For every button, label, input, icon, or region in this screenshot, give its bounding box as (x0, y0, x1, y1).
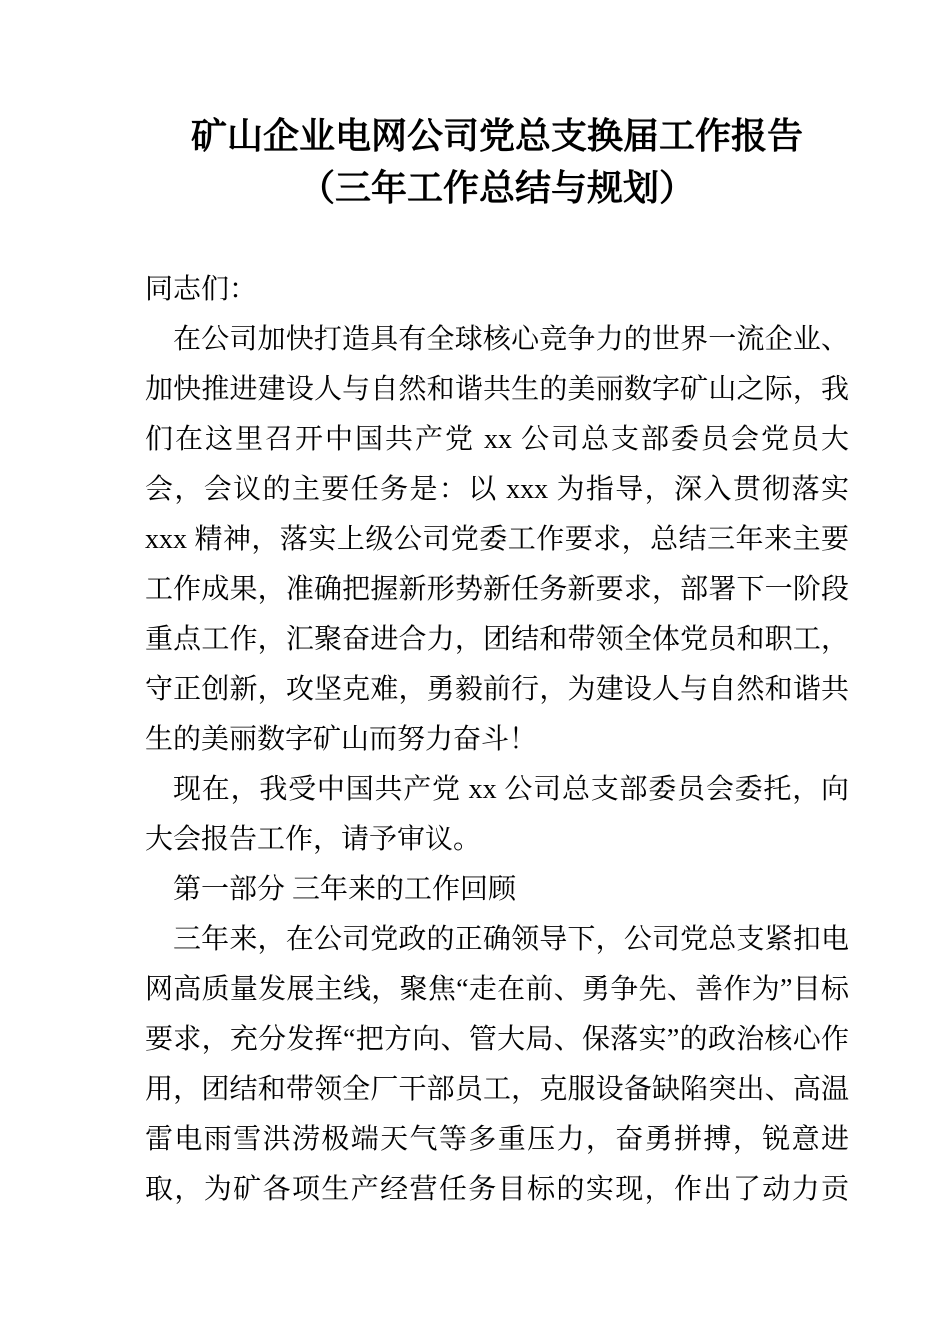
paragraph-opening: 在公司加快打造具有全球核心竞争力的世界一流企业、加快推进建设人与自然和谐共生的美丽数字矿山之际，我们在这里召开中国共产党 xx 公司总支部委员会党员大会，会议的主要任务是：以 xxx 为指导，深入贯彻落实 xxx 精神，落实上级公司党委工作要求，总结三年来主要工作成果，准确把握新形势新任务新要求，部署下一阶段重点工作，汇聚奋进合力，团结和带领全体党员和职工，守正创新，攻坚克难，勇毅前行，为建设人与自然和谐共生的美丽数字矿山而努力奋斗！ (145, 324, 849, 755)
title-line-2: （三年工作总结与规划） (298, 168, 695, 208)
section-heading-part-one: 第一部分 三年来的工作回顾 (173, 874, 517, 905)
document-body (145, 265, 849, 1215)
paragraph-commission: 现在，我受中国共产党 xx 公司总支部委员会委托，向大会报告工作，请予审议。 (145, 774, 849, 855)
paragraph-review: 三年来，在公司党政的正确领导下，公司党总支紧扣电网高质量发展主线，聚焦“走在前、勇争先、善作为”目标要求，充分发挥“把方向、管大局、保落实”的政治核心作用，团结和带领全厂干部员工，克服设备缺陷突出、高温雷电雨雪洪涝极端天气等多重压力，奋勇拼搏，锐意进取，为矿各项生产经营任务目标的实现，作出了动力贡 (145, 924, 849, 1205)
title-line-1: 矿山企业电网公司党总支换届工作报告 (190, 116, 803, 156)
document-title (145, 110, 849, 214)
salutation: 同志们： (145, 274, 258, 305)
